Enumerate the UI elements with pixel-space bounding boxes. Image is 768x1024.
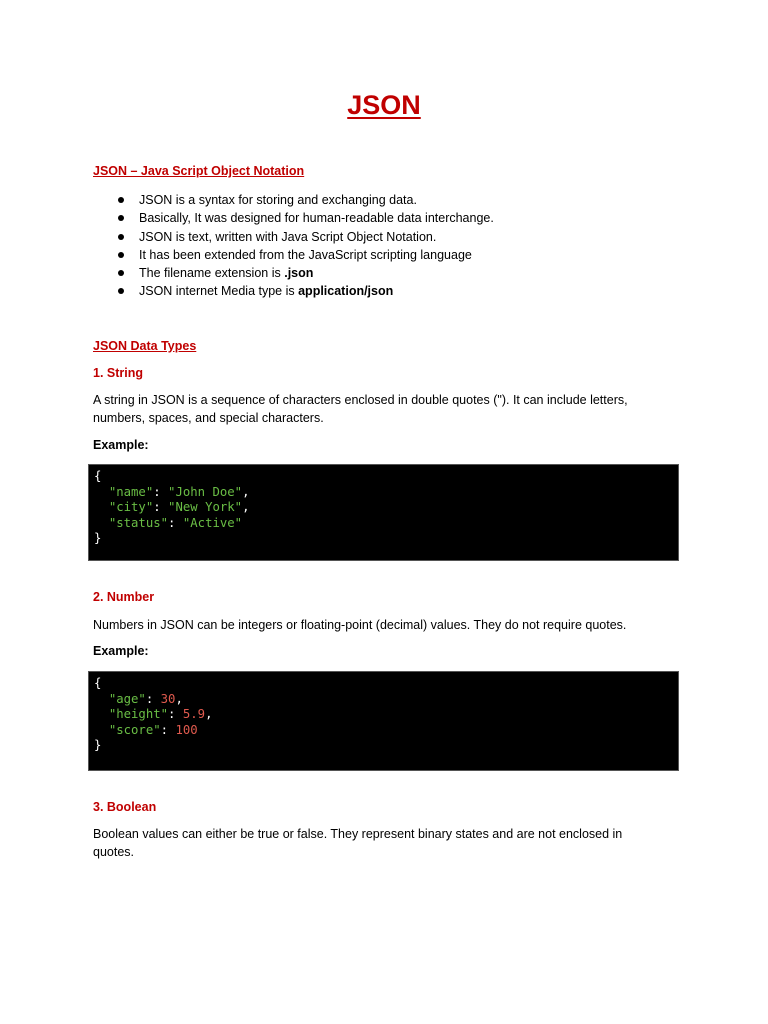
media-type: application/json (298, 284, 394, 299)
code-key: "height" (108, 707, 169, 721)
code-value: "New York" (168, 500, 243, 514)
code-value: 100 (175, 722, 198, 737)
bullet-icon (118, 215, 124, 221)
code-colon: : (153, 484, 169, 499)
page-title: JSON (347, 90, 421, 120)
boolean-description: Boolean values can either be true or false. They represent binary states and are not enclosed in quotes. (93, 827, 623, 859)
code-key: "score" (108, 722, 161, 737)
bullet-icon (118, 252, 124, 258)
intro-heading: JSON – Java Script Object Notation (93, 164, 305, 178)
code-key: "age" (108, 691, 146, 706)
code-comma: , (175, 691, 183, 706)
code-brace-close: } (94, 738, 102, 752)
code-value: 30 (160, 691, 176, 706)
code-comma: , (205, 707, 213, 721)
number-code-block (88, 671, 679, 771)
code-value: "Active" (182, 515, 243, 530)
data-types-heading: JSON Data Types (93, 339, 197, 353)
bullet-item: The filename extension is .json (118, 264, 494, 282)
bullet-icon (118, 270, 124, 276)
code-brace-open: { (94, 469, 102, 483)
code-colon: : (153, 500, 169, 514)
code-brace-open: { (94, 676, 102, 690)
number-description: Numbers in JSON can be integers or floating-point (decimal) values. They do not require quotes. (93, 618, 627, 632)
code-colon: : (168, 707, 183, 721)
number-example-label: Example: (93, 644, 149, 658)
bullet-item: It has been extended from the JavaScript scripting language (118, 246, 494, 264)
number-heading: 2. Number (93, 590, 155, 604)
bullet-item: JSON internet Media type is application/json (118, 282, 494, 300)
code-colon: : (145, 691, 161, 706)
file-extension: .json (284, 266, 314, 281)
bullet-item: JSON is a syntax for storing and exchanging data. (118, 191, 494, 209)
code-colon: : (160, 722, 176, 737)
string-code-block (88, 464, 679, 561)
bullet-item: Basically, It was designed for human-readable data interchange. (118, 209, 494, 227)
bullet-icon (118, 288, 124, 294)
code-value: "John Doe" (168, 484, 243, 499)
code-comma: , (242, 500, 250, 514)
code-key: "name" (108, 484, 154, 499)
string-description: A string in JSON is a sequence of characters enclosed in double quotes ("). It can include letters, numbers, spaces, and special characters. (93, 393, 628, 425)
code-comma: , (242, 484, 250, 499)
bullet-item: JSON is text, written with Java Script Object Notation. (118, 228, 494, 246)
code-value: 5.9 (182, 707, 206, 721)
string-example-label: Example: (93, 438, 149, 452)
code-key: "city" (108, 500, 154, 514)
bullet-icon (118, 197, 124, 203)
code-brace-close: } (94, 531, 102, 545)
code-key: "status" (108, 515, 169, 530)
boolean-heading: 3. Boolean (93, 800, 157, 814)
intro-bullet-list (118, 191, 494, 301)
bullet-icon (118, 234, 124, 240)
string-heading: 1. String (93, 366, 144, 380)
code-colon: : (168, 515, 183, 530)
